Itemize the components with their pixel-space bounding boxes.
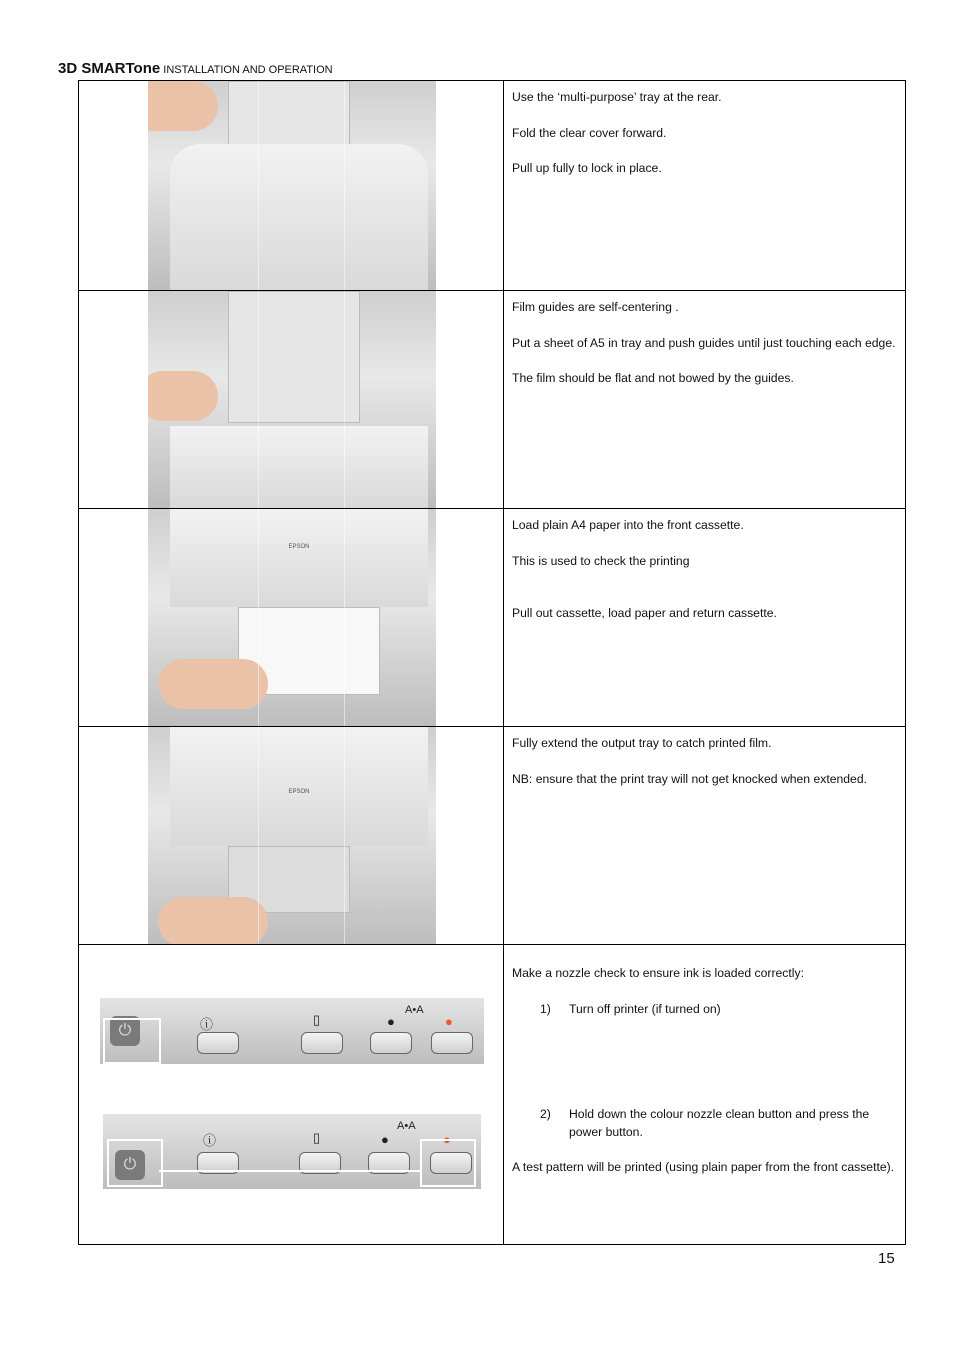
printer-brand-label: EPSON	[288, 544, 310, 550]
instruction-table	[78, 80, 906, 1245]
instruction-text: Make a nozzle check to ensure ink is loaded correctly:	[512, 966, 804, 980]
control-panel-photo-2	[103, 1114, 481, 1189]
photo-cell	[79, 291, 504, 509]
front-cassette-photo	[148, 509, 436, 726]
list-item: 1) Turn off printer (if turned on)	[540, 1001, 897, 1019]
instruction-text: The film should be flat and not bowed by the guides.	[512, 371, 794, 385]
colour-nozzle-button	[431, 1032, 473, 1054]
colour-ink-icon: ●	[445, 1014, 453, 1029]
step-row	[79, 81, 906, 291]
text-cell	[504, 81, 906, 291]
instruction-text: This is used to check the printing	[512, 553, 690, 568]
instruction-text: Pull up fully to lock in place.	[512, 161, 662, 175]
nozzle-label: A•A	[405, 1004, 424, 1016]
hand-shape	[158, 659, 268, 709]
printer-body	[170, 509, 428, 607]
instruction-text: Fold the clear cover forward.	[512, 125, 667, 140]
printer-brand-label: EPSON	[288, 789, 310, 795]
panel-cell	[79, 945, 504, 1245]
text-cell	[504, 727, 906, 945]
list-item: 2) Hold down the colour nozzle clean button and press the power button.	[540, 1106, 897, 1141]
step-row	[79, 509, 906, 727]
power-highlight	[107, 1139, 163, 1187]
control-panel-photo-1	[100, 998, 484, 1064]
instruction-text: Use the ‘multi-purpose’ tray at the rear.	[512, 90, 722, 104]
black-nozzle-button	[370, 1032, 412, 1054]
text-cell	[504, 509, 906, 727]
power-icon: ⏻	[115, 1150, 145, 1180]
connector-line	[159, 1170, 420, 1172]
printer-rear-tray-photo	[148, 81, 436, 290]
photo-cell	[79, 81, 504, 291]
page-number: 15	[878, 1250, 895, 1267]
power-highlight	[103, 1018, 161, 1064]
instruction-text: Film guides are self-centering .	[512, 300, 679, 314]
network-info-icon: ⓘ	[200, 1017, 214, 1032]
photo-cell	[79, 509, 504, 727]
nozzle-steps	[512, 1001, 897, 1142]
page-header	[58, 60, 333, 77]
hand-shape	[148, 371, 218, 421]
ink-drop-icon: ●	[381, 1132, 389, 1147]
colour-highlight	[420, 1139, 476, 1187]
power-icon: ⏻	[110, 1016, 140, 1046]
instruction-text: NB: ensure that the print tray will not get knocked when extended.	[512, 771, 867, 786]
nozzle-label: A•A	[397, 1120, 416, 1132]
output-tray-photo	[148, 727, 436, 944]
hand-shape	[148, 81, 218, 131]
step-row	[79, 727, 906, 945]
hand-shape	[158, 897, 268, 944]
tray-shape	[228, 291, 360, 423]
instruction-text: Put a sheet of A5 in tray and push guides until just touching each edge.	[512, 335, 896, 350]
text-cell	[504, 291, 906, 509]
instruction-text: Fully extend the output tray to catch printed film.	[512, 736, 772, 750]
paper-icon: ▯	[313, 1012, 321, 1027]
instruction-text: Hold down the colour nozzle clean button and press the power button.	[569, 1107, 870, 1139]
photo-cell	[79, 727, 504, 945]
film-guides-photo	[148, 291, 436, 508]
network-button	[197, 1032, 239, 1054]
step-row	[79, 291, 906, 509]
paper-button	[301, 1032, 343, 1054]
instruction-text: A test pattern will be printed (using plain paper from the front cassette).	[512, 1160, 895, 1174]
instruction-text: Pull out cassette, load paper and return cassette.	[512, 606, 777, 620]
printer-body	[170, 144, 428, 290]
brand-title: 3D SMARTone	[58, 60, 161, 77]
colour-ink-icon: ●	[443, 1132, 451, 1147]
step-row	[79, 945, 906, 1245]
instruction-text: Load plain A4 paper into the front cassette.	[512, 518, 744, 532]
text-cell	[504, 945, 906, 1245]
header-subtitle: INSTALLATION AND OPERATION	[163, 64, 333, 76]
printer-body	[170, 727, 428, 846]
instruction-text: Turn off printer (if turned on)	[569, 1001, 721, 1016]
ink-drop-icon: ●	[387, 1014, 395, 1029]
printer-body	[170, 426, 428, 508]
paper-icon: ▯	[313, 1130, 321, 1145]
network-info-icon: ⓘ	[203, 1133, 217, 1148]
